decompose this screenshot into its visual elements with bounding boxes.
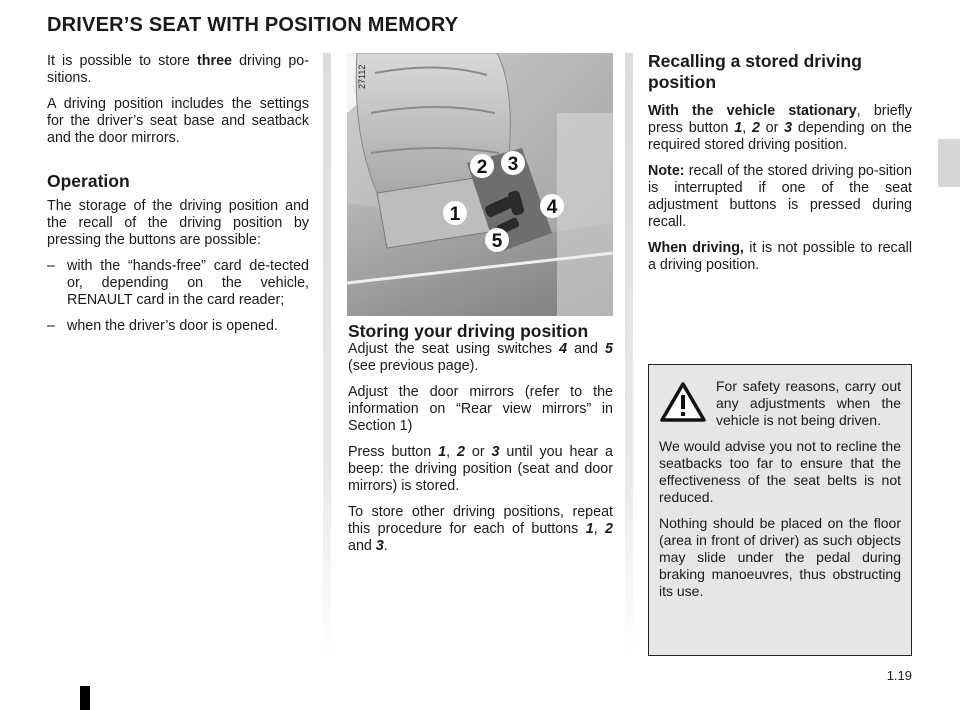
section-side-tab <box>938 139 960 187</box>
list-item: – with the “hands-free” card de-tected or, depending on the vehicle, RENAULT card in the card reader; <box>47 258 309 308</box>
storing-heading: Storing your driving position <box>348 321 589 341</box>
column-separator-right <box>625 53 633 653</box>
definition-paragraph: A driving position includes the settings for the driver’s seat base and seatback and the door mirrors. <box>47 96 309 146</box>
list-item: – when the driver’s door is opened. <box>47 318 278 334</box>
callout-3: 3 <box>507 154 519 175</box>
callout-5: 5 <box>491 231 503 252</box>
callout-1: 1 <box>449 204 461 225</box>
recalling-note: Note: recall of the stored driving po-sition is interrupted if one of the seat adjustment buttons is pressed during recall. <box>648 163 912 230</box>
operation-paragraph: The storage of the driving position and the recall of the driving position by pressing the buttons are possible: <box>47 198 309 248</box>
page-corner-mark <box>80 686 90 710</box>
callout-4: 4 <box>546 197 558 218</box>
page-title: DRIVER’S SEAT WITH POSITION MEMORY <box>47 14 459 36</box>
safety-warning-box <box>648 364 912 656</box>
operation-heading: Operation <box>47 171 130 191</box>
warning-paragraph-2: We would advise you not to recline the seatbacks too far to ensure that the effectiveness of the seat belts is not reduced. <box>659 438 901 505</box>
left-column <box>47 53 309 344</box>
callout-2: 2 <box>476 157 488 178</box>
intro-paragraph: It is possible to store three driving po-sitions. <box>47 53 309 86</box>
figure-ref-code: 27112 <box>357 64 367 89</box>
recalling-paragraph-3: When driving, it is not possible to recall a driving position. <box>648 240 913 273</box>
recalling-heading: Recalling a stored driving position <box>648 51 862 92</box>
storing-paragraph-1: Adjust the seat using switches 4 and 5 (see previous page). <box>348 341 613 374</box>
middle-column <box>348 322 613 564</box>
storing-paragraph-2: Adjust the door mirrors (refer to the information on “Rear view mirrors” in Section 1) <box>348 384 613 434</box>
seat-buttons-photo <box>347 53 613 316</box>
storing-paragraph-4: To store other driving positions, repeat this procedure for each of buttons 1, 2 and 3. <box>348 504 613 554</box>
page-number: 1.19 <box>886 668 912 683</box>
warning-paragraph-1: For safety reasons, carry out any adjustments when the vehicle is not being driven. <box>716 378 901 428</box>
storing-paragraph-3: Press button 1, 2 or 3 until you hear a beep: the driving position (seat and door mirrors) is stored. <box>348 444 613 494</box>
seat-illustration <box>347 53 613 316</box>
warning-triangle-icon <box>659 381 707 423</box>
recalling-paragraph-1: With the vehicle stationary, briefly press button 1, 2 or 3 depending on the required stored driving position. <box>648 103 912 153</box>
right-column <box>648 51 912 283</box>
warning-paragraph-3: Nothing should be placed on the floor (area in front of driver) as such objects may slide under the pedal during braking manoeuvres, thus obstructing its use. <box>659 515 901 599</box>
column-separator-left <box>323 53 331 653</box>
